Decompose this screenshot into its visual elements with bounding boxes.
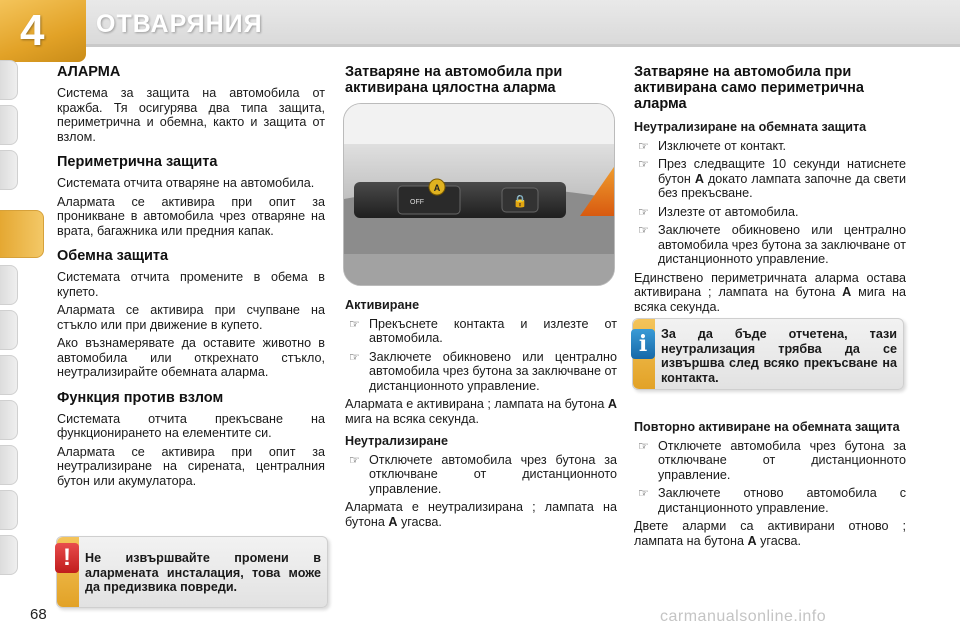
volume-neutral-step-2-end: докато лампата започне да свети без прекъсване. xyxy=(658,171,907,200)
pointer-icon: ☞ xyxy=(638,204,649,219)
middle-column xyxy=(345,64,615,102)
neutralisation-result-end: угасва. xyxy=(400,514,442,529)
alarm-text: Система за защита на автомобила от кражба. Тя осигурява два типа защита, периметрична и обемна, както и защита от взлом. xyxy=(57,86,325,144)
middle-column-lower xyxy=(345,298,617,533)
neutralisation-result xyxy=(345,500,617,529)
perimeter-title: Периметрична защита xyxy=(57,154,218,170)
volume-neutral-step-4 xyxy=(634,223,906,267)
volume-neutral-step-1 xyxy=(634,139,906,154)
pointer-icon: ☞ xyxy=(349,316,360,331)
perimeter-only-title: Затваряне на автомобила при активирана само периметрична аларма xyxy=(634,64,864,112)
activation-step-1 xyxy=(345,317,617,346)
side-tab-7[interactable] xyxy=(0,355,18,395)
warning-icon: ! xyxy=(55,543,79,573)
volume-neutral-step-1-text: Изключете от контакт. xyxy=(658,138,787,153)
volume-text-1: Системата отчита промените в обема в купето. xyxy=(57,270,325,299)
side-tab-5[interactable] xyxy=(0,265,18,305)
tamper-title: Функция против взлом xyxy=(57,389,224,406)
activation-title: Активиране xyxy=(345,298,420,312)
info-text: За да бъде отчетена, тази неутрализация трябва да се извършва след всяко прекъсване на контакта. xyxy=(661,327,897,385)
info-box xyxy=(632,318,904,390)
button-a-label: A xyxy=(607,397,617,411)
side-tab-2[interactable] xyxy=(0,105,18,145)
lock-icon: 🔒 xyxy=(512,194,528,208)
neutralisation-title: Неутрализиране xyxy=(345,434,449,448)
tamper-text-1: Системата отчита прекъсване на функционирането на елементите си. xyxy=(57,411,325,440)
page-number: 68 xyxy=(30,606,47,623)
side-tab-10[interactable] xyxy=(0,490,18,530)
button-a-label: A xyxy=(747,533,757,548)
chapter-title: ОТВАРЯНИЯ xyxy=(96,10,263,38)
reactivation-step-2-text: Заключете отново автомобила с дистанционното управление. xyxy=(658,486,906,515)
pointer-icon: ☞ xyxy=(349,349,360,364)
right-column-lower xyxy=(634,420,906,552)
volume-neutral-step-3 xyxy=(634,205,906,220)
warning-text: Не извършвайте промени в алармената инсталация, това може да предизвика повреди. xyxy=(85,551,321,594)
activation-result-text: Алармата е активирана ; лампата на бутона xyxy=(345,397,605,411)
tamper-text-2: Алармата се активира при опит за неутрализиране на сирената, централния бутон или акумулатора. xyxy=(57,444,325,488)
reactivation-step-1-text: Отключете автомобила чрез бутона за отключване от дистанционното управление. xyxy=(658,438,906,482)
neutralisation-step-1 xyxy=(345,453,617,497)
watermark: carmanualsonline.info xyxy=(660,608,827,625)
activation-step-2 xyxy=(345,350,617,394)
reactivation-title: Повторно активиране на обемната защита xyxy=(634,420,900,434)
volume-neutral-step-3-text: Излезте от автомобила. xyxy=(658,204,799,219)
volume-neutral-result xyxy=(634,271,906,315)
warning-box xyxy=(56,536,328,608)
alarm-title: АЛАРМА xyxy=(57,64,121,80)
photo-background-top xyxy=(344,104,615,144)
activation-result-end: мига на всяка секунда. xyxy=(345,411,479,426)
page-header xyxy=(0,0,960,54)
perimeter-text-1: Системата отчита отваряне на автомобила. xyxy=(57,176,315,190)
pointer-icon: ☞ xyxy=(638,157,649,171)
reactivation-result xyxy=(634,519,906,548)
photo-label-off: OFF xyxy=(410,199,424,206)
pointer-icon: ☞ xyxy=(638,138,649,153)
activation-step-1-text: Прекъснете контакта и излезте от автомобила. xyxy=(369,316,617,345)
activation-step-2-text: Заключете обикновено или централно автомобила чрез бутона за заключване от дистанционното управление. xyxy=(369,349,617,393)
reactivation-step-1 xyxy=(634,439,906,483)
left-column xyxy=(57,64,325,492)
pointer-icon: ☞ xyxy=(638,223,649,237)
header-rule xyxy=(0,44,960,47)
volume-text-2: Алармата се активира при счупване на стъкло или при движение в купето. xyxy=(57,303,325,332)
button-a-label: A xyxy=(388,514,398,529)
chapter-number: 4 xyxy=(20,6,45,55)
neutralisation-result-text: Алармата е неутрализирана ; лампата на бутона xyxy=(345,500,617,529)
alarm-button-illustration xyxy=(344,104,615,286)
alarm-button xyxy=(398,186,460,214)
volume-neutral-result-text: Единствено периметричната аларма остава активирана ; лампата на бутона xyxy=(634,270,906,299)
pointer-icon: ☞ xyxy=(349,452,360,467)
volume-text-3: Ако възнамерявате да оставите животно в автомобила или открехнато стъкло, неутрализирайте обемната аларма. xyxy=(57,336,325,379)
activation-result xyxy=(345,397,617,426)
photo-background-bottom xyxy=(344,254,615,286)
volume-title: Обемна защита xyxy=(57,248,169,264)
neutralisation-step-1-text: Отключете автомобила чрез бутона за отключване от дистанционното управление. xyxy=(369,452,617,496)
volume-neutral-step-4-text: Заключете обикновено или централно автомобила чрез бутона за заключване от дистанционното управление. xyxy=(658,223,906,266)
reactivation-step-2 xyxy=(634,486,906,515)
perimeter-text-2: Алармата се активира при опит за проникване в автомобила чрез отваряне на врата, багажника или предния капак. xyxy=(57,194,325,238)
pointer-icon: ☞ xyxy=(638,486,649,500)
photo-label-a: A xyxy=(433,183,441,193)
full-alarm-title: Затваряне на автомобила при активирана цялостна аларма xyxy=(345,64,563,96)
side-tab-1[interactable] xyxy=(0,60,18,100)
button-a-label: A xyxy=(842,285,852,299)
pointer-icon: ☞ xyxy=(638,438,649,453)
side-tab-active[interactable] xyxy=(0,210,44,258)
chapter-tab xyxy=(0,0,86,62)
side-tab-8[interactable] xyxy=(0,400,18,440)
right-column xyxy=(634,64,906,318)
volume-neutral-step-2-text: През следващите 10 секунди натиснете бутон xyxy=(658,157,906,186)
button-a-label: A xyxy=(694,171,704,186)
side-tab-9[interactable] xyxy=(0,445,18,485)
volume-neutral-title: Неутрализиране на обемната защита xyxy=(634,120,867,134)
reactivation-result-end: угасва. xyxy=(760,533,802,548)
side-tab-3[interactable] xyxy=(0,150,18,190)
volume-neutral-step-2 xyxy=(634,157,906,201)
volume-neutral-result-end: мига на всяка секунда. xyxy=(634,285,907,314)
info-icon: i xyxy=(631,329,655,359)
reactivation-result-text: Двете аларми са активирани отново ; лампата на бутона xyxy=(634,519,906,548)
alarm-button-photo xyxy=(343,103,615,286)
side-tab-11[interactable] xyxy=(0,535,18,575)
side-tab-6[interactable] xyxy=(0,310,18,350)
